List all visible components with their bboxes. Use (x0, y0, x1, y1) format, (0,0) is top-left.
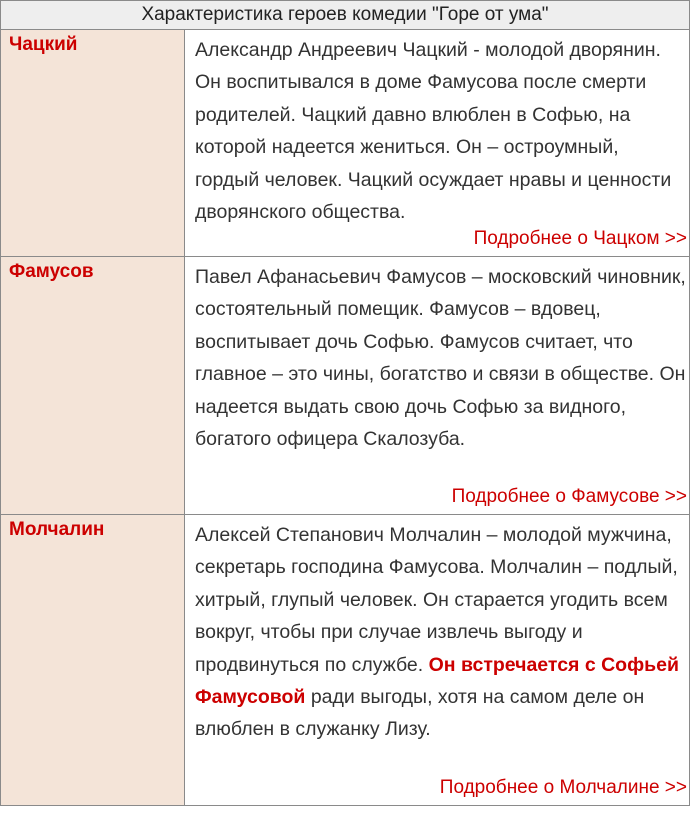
description-text-part: Алексей Степанович Молчалин – молодой мужчина, секретарь господина Фамусова. Молчалин – подлый, хитрый, глупый человек. Он старается угодить всем вокруг, чтобы при случае извлечь выгоду и продвинуться по службе. (195, 524, 678, 676)
character-description-molchalin (195, 519, 687, 746)
character-name-molchalin: Молчалин (1, 515, 185, 805)
character-description-cell (185, 30, 690, 256)
table-row-chatsky (1, 30, 689, 257)
character-description-chatsky: Александр Андреевич Чацкий - молодой дворянин. Он воспитывался в доме Фамусова после смерти родителей. Чацкий давно влюблен в Софью, на которой надеется жениться. Он – остроумный, гордый человек. Чацкий осуждает нравы и ценности дворянского общества. (195, 39, 672, 224)
more-about-chatsky-link[interactable]: Подробнее о Чацком >> (473, 228, 687, 249)
description-text-part: ради выгоды, хотя на самом деле он влюблен в служанку Лизу. (195, 686, 645, 741)
character-description-famusov: Павел Афанасьевич Фамусов – московский чиновник, состоятельный помещик. Фамусов – вдовец, воспитывает дочь Софью. Фамусов считает, что главное – это чины, богатство и связи в обществе. Он надеется выдать свою дочь Софью за видного, богатого офицера Скалозуба. (195, 266, 686, 451)
character-name-chatsky: Чацкий (1, 30, 185, 256)
character-name-famusov: Фамусов (1, 257, 185, 514)
description-highlight: Он встречается с Софьей Фамусовой (195, 653, 679, 709)
more-about-molchalin-link[interactable]: Подробнее о Молчалине >> (439, 777, 687, 798)
character-description-cell (185, 257, 690, 514)
table-row-famusov (1, 257, 689, 515)
character-description-cell (185, 515, 690, 805)
table-title: Характеристика героев комедии "Горе от ума" (1, 0, 689, 30)
more-about-famusov-link[interactable]: Подробнее о Фамусове >> (451, 486, 687, 507)
table-row-molchalin (1, 515, 689, 806)
